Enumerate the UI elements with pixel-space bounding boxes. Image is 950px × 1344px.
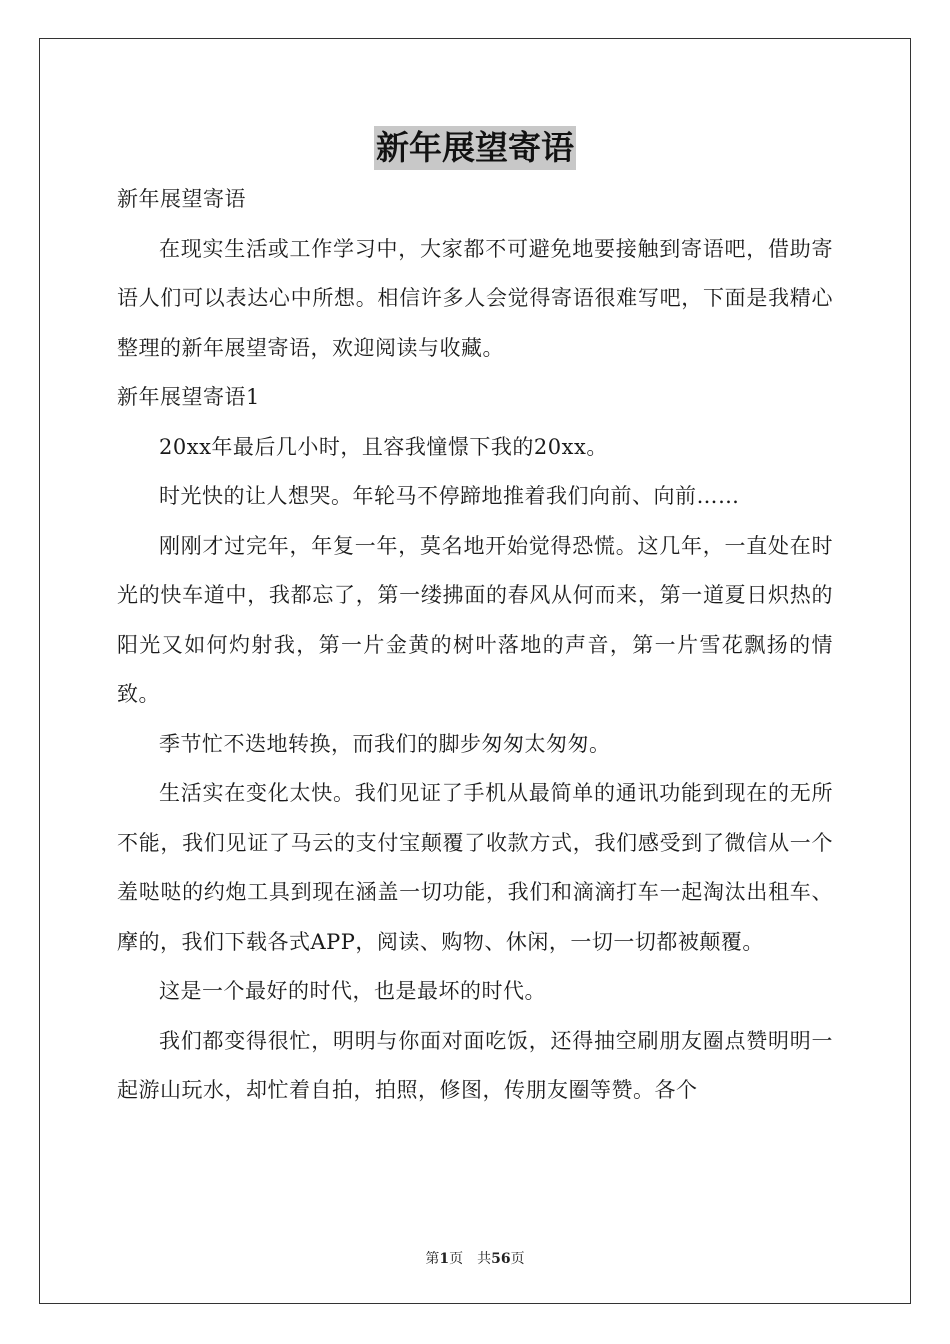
page-prefix: 第: [425, 1251, 440, 1267]
body-paragraph: 季节忙不迭地转换，而我们的脚步匆匆太匆匆。: [159, 731, 611, 756]
body-paragraph: 在现实生活或工作学习中，大家都不可避免地要接触到寄语吧，借助寄语人们可以表达心中所想。相信许多人会觉得寄语很难写吧，下面是我精心整理的新年展望寄语，欢迎阅读与收藏。: [117, 236, 833, 360]
document-title-wrapper: [0, 126, 950, 178]
page-number: 1: [439, 1251, 450, 1267]
document-title: 新年展望寄语: [374, 126, 576, 170]
body-paragraph: 我们都变得很忙，明明与你面对面吃饭，还得抽空刷朋友圈点赞明明一起游山玩水，却忙着自拍，拍照，修图，传朋友圈等赞。各个: [117, 1028, 833, 1102]
section-heading: 新年展望寄语: [117, 187, 246, 211]
page-footer: [0, 1248, 950, 1268]
total-prefix: 共: [477, 1251, 492, 1267]
total-pages: 56: [491, 1251, 511, 1267]
body-paragraph: 生活实在变化太快。我们见证了手机从最简单的通讯功能到现在的无所不能，我们见证了马云的支付宝颠覆了收款方式，我们感受到了微信从一个羞哒哒的约炮工具到现在涵盖一切功能，我们和滴滴打车一起淘汰出租车、摩的，我们下载各式APP，阅读、购物、休闲，一切一切都被颠覆。: [117, 781, 833, 954]
document-body: [117, 175, 833, 1116]
body-paragraph: 这是一个最好的时代，也是最坏的时代。: [159, 979, 546, 1003]
body-paragraph: 20xx年最后几小时，且容我憧憬下我的20xx。: [159, 434, 608, 459]
section-heading: 新年展望寄语1: [117, 385, 260, 409]
page-suffix: 页: [449, 1251, 464, 1267]
body-paragraph: 时光快的让人想哭。年轮马不停蹄地推着我们向前、向前……: [159, 484, 740, 508]
total-suffix: 页: [510, 1251, 525, 1267]
body-paragraph: 刚刚才过完年，年复一年，莫名地开始觉得恐慌。这几年，一直处在时光的快车道中，我都忘了，第一缕拂面的春风从何而来，第一道夏日炽热的阳光又如何灼射我，第一片金黄的树叶落地的声音，第一片雪花飘扬的情致。: [117, 533, 833, 706]
